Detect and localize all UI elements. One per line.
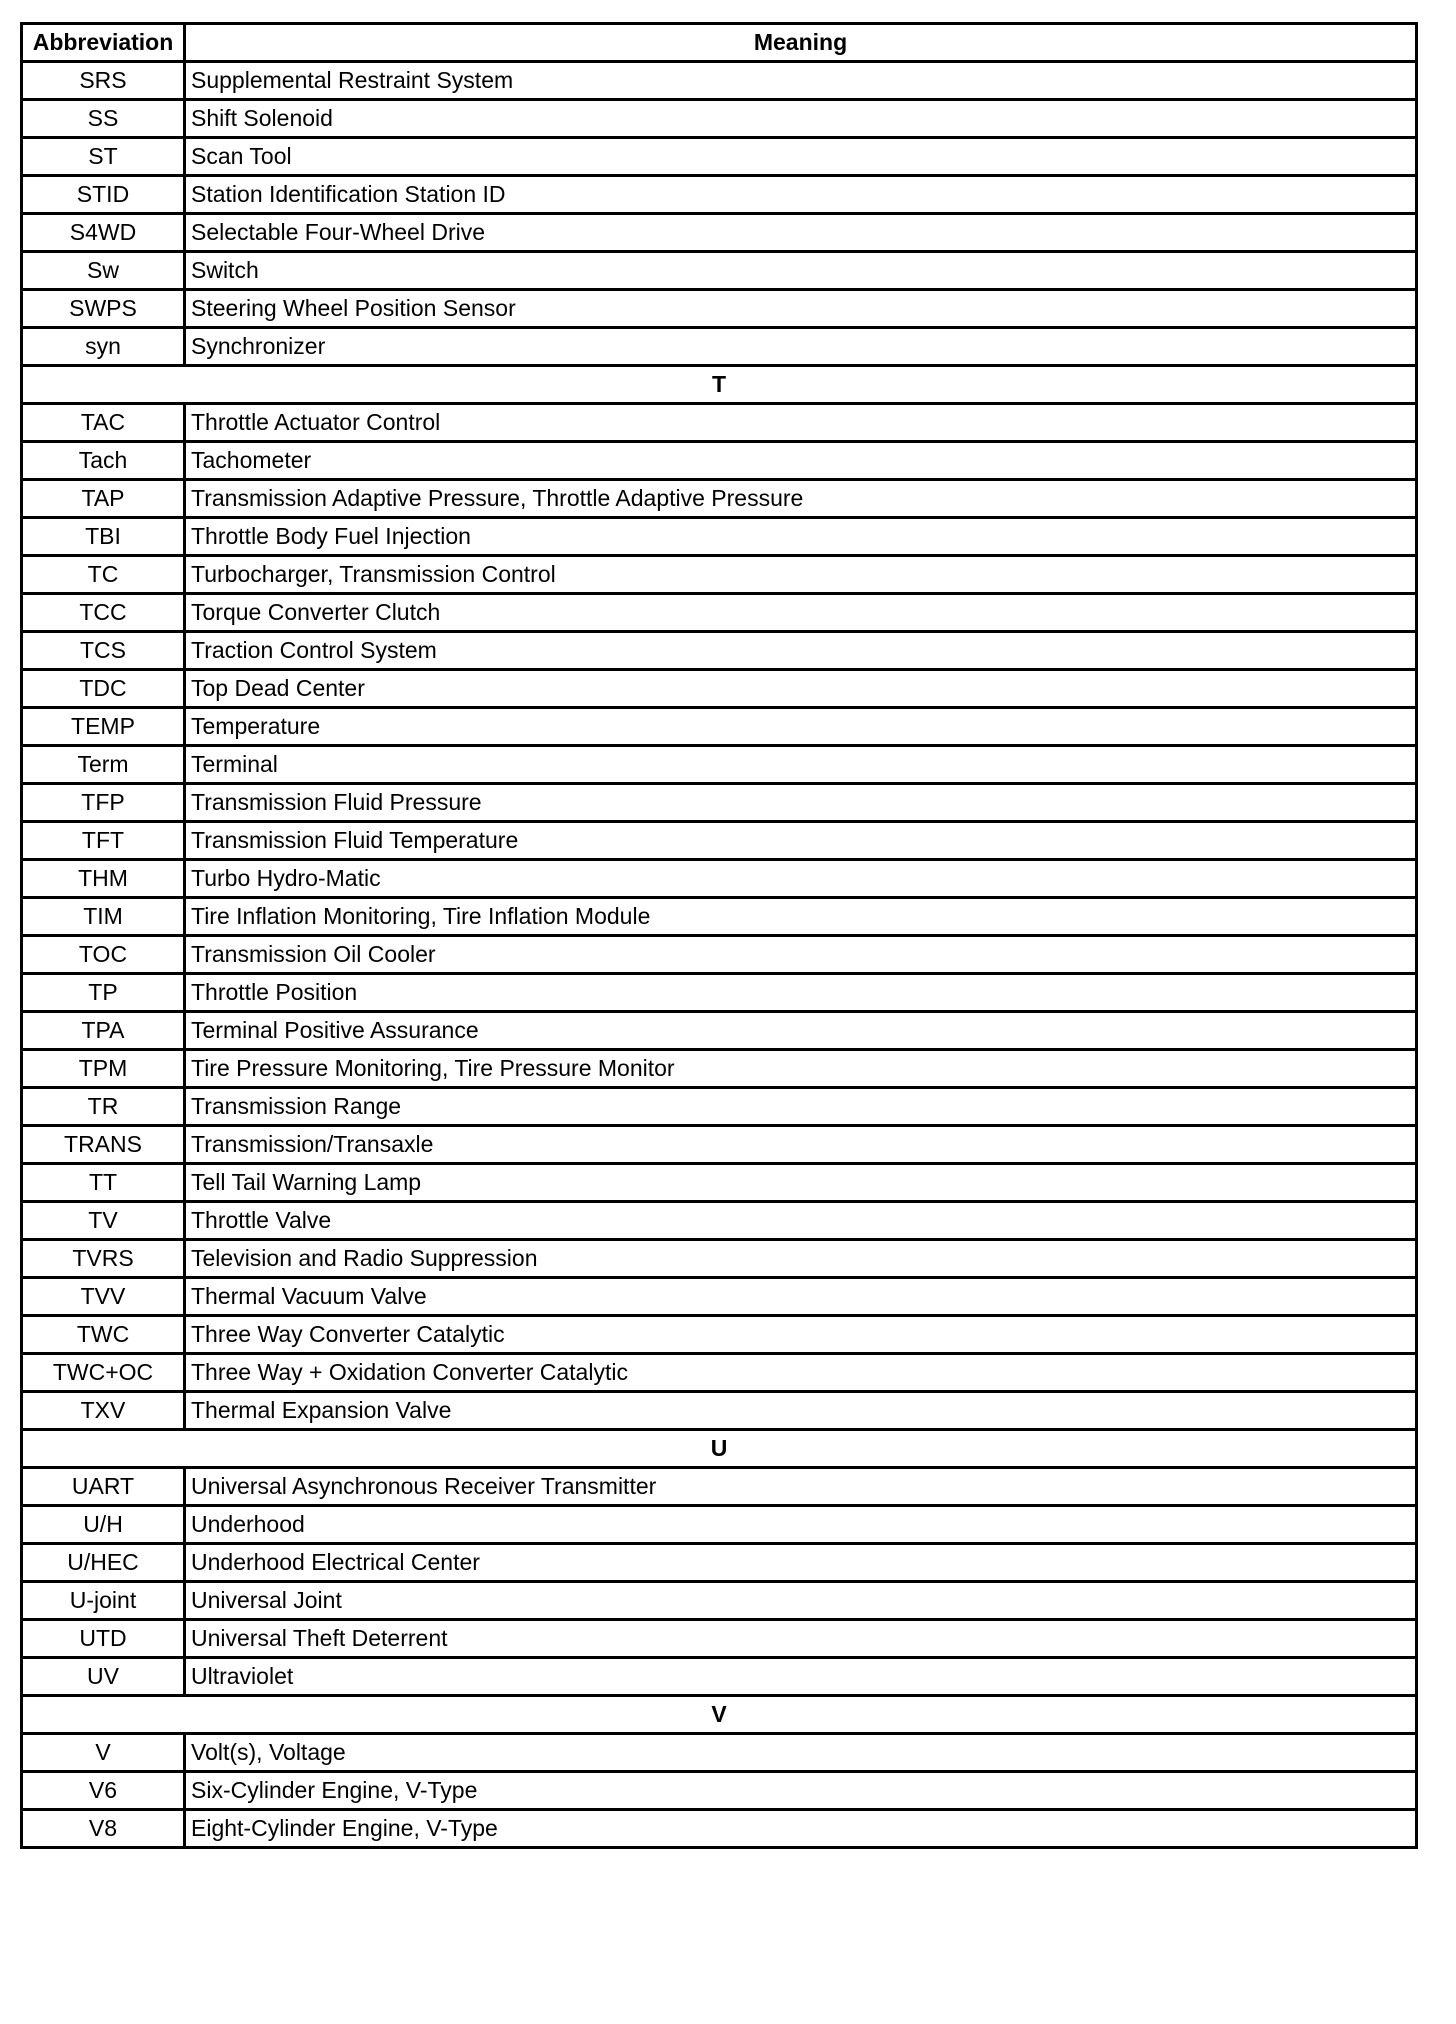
- meaning-cell: Eight-Cylinder Engine, V-Type: [185, 1810, 1417, 1848]
- table-row: [22, 1050, 1417, 1088]
- meaning-cell: Turbocharger, Transmission Control: [185, 556, 1417, 594]
- abbreviation-cell: U/HEC: [22, 1544, 185, 1582]
- table-row: [22, 1620, 1417, 1658]
- abbreviation-cell: TCC: [22, 594, 185, 632]
- abbreviation-cell: TAC: [22, 404, 185, 442]
- table-row: [22, 1582, 1417, 1620]
- abbreviation-cell: TFP: [22, 784, 185, 822]
- abbreviation-cell: TPM: [22, 1050, 185, 1088]
- table-row: [22, 252, 1417, 290]
- table-row: [22, 480, 1417, 518]
- meaning-cell: Temperature: [185, 708, 1417, 746]
- abbreviation-cell: Sw: [22, 252, 185, 290]
- abbreviation-cell: TVV: [22, 1278, 185, 1316]
- meaning-cell: Transmission Adaptive Pressure, Throttle Adaptive Pressure: [185, 480, 1417, 518]
- meaning-cell: Television and Radio Suppression: [185, 1240, 1417, 1278]
- meaning-cell: Scan Tool: [185, 138, 1417, 176]
- table-row: [22, 62, 1417, 100]
- table-row: [22, 746, 1417, 784]
- table-row: [22, 1734, 1417, 1772]
- abbreviation-cell: TR: [22, 1088, 185, 1126]
- meaning-cell: Supplemental Restraint System: [185, 62, 1417, 100]
- abbreviation-cell: Tach: [22, 442, 185, 480]
- abbreviation-cell: UV: [22, 1658, 185, 1696]
- table-row: [22, 138, 1417, 176]
- abbreviation-cell: TP: [22, 974, 185, 1012]
- table-row: [22, 1240, 1417, 1278]
- table-row: [22, 1354, 1417, 1392]
- abbreviation-cell: TPA: [22, 1012, 185, 1050]
- meaning-cell: Switch: [185, 252, 1417, 290]
- table-row: [22, 1810, 1417, 1848]
- abbreviation-cell: TV: [22, 1202, 185, 1240]
- meaning-cell: Transmission Range: [185, 1088, 1417, 1126]
- abbreviation-cell: V8: [22, 1810, 185, 1848]
- table-row: [22, 594, 1417, 632]
- meaning-cell: Three Way Converter Catalytic: [185, 1316, 1417, 1354]
- abbreviation-cell: syn: [22, 328, 185, 366]
- table-row: [22, 404, 1417, 442]
- table-row: [22, 1658, 1417, 1696]
- meaning-cell: Universal Asynchronous Receiver Transmitter: [185, 1468, 1417, 1506]
- table-row: [22, 1202, 1417, 1240]
- abbreviation-cell: TCS: [22, 632, 185, 670]
- abbreviation-cell: TXV: [22, 1392, 185, 1430]
- table-row: [22, 936, 1417, 974]
- abbreviation-cell: UART: [22, 1468, 185, 1506]
- abbreviation-cell: THM: [22, 860, 185, 898]
- table-header-row: [22, 24, 1417, 62]
- abbreviation-cell: TOC: [22, 936, 185, 974]
- meaning-cell: Tire Inflation Monitoring, Tire Inflation Module: [185, 898, 1417, 936]
- meaning-cell: Tire Pressure Monitoring, Tire Pressure Monitor: [185, 1050, 1417, 1088]
- table-row: [22, 1278, 1417, 1316]
- table-body: [22, 62, 1417, 1848]
- meaning-cell: Three Way + Oxidation Converter Catalytic: [185, 1354, 1417, 1392]
- table-row: [22, 556, 1417, 594]
- abbreviation-cell: V: [22, 1734, 185, 1772]
- abbreviation-cell: TEMP: [22, 708, 185, 746]
- abbreviation-cell: Term: [22, 746, 185, 784]
- section-header-row: [22, 1430, 1417, 1468]
- table-row: [22, 1468, 1417, 1506]
- table-row: [22, 632, 1417, 670]
- meaning-cell: Terminal: [185, 746, 1417, 784]
- table-row: [22, 1544, 1417, 1582]
- table-row: [22, 1012, 1417, 1050]
- meaning-cell: Throttle Valve: [185, 1202, 1417, 1240]
- meaning-cell: Thermal Vacuum Valve: [185, 1278, 1417, 1316]
- abbreviation-cell: TVRS: [22, 1240, 185, 1278]
- abbreviation-cell: UTD: [22, 1620, 185, 1658]
- meaning-cell: Ultraviolet: [185, 1658, 1417, 1696]
- section-letter: V: [22, 1696, 1417, 1734]
- table-row: [22, 1126, 1417, 1164]
- abbreviation-column-header: Abbreviation: [22, 24, 185, 62]
- meaning-cell: Throttle Actuator Control: [185, 404, 1417, 442]
- section-header-row: [22, 1696, 1417, 1734]
- table-row: [22, 860, 1417, 898]
- meaning-cell: Synchronizer: [185, 328, 1417, 366]
- table-row: [22, 328, 1417, 366]
- meaning-cell: Shift Solenoid: [185, 100, 1417, 138]
- meaning-cell: Tell Tail Warning Lamp: [185, 1164, 1417, 1202]
- meaning-cell: Transmission Fluid Pressure: [185, 784, 1417, 822]
- meaning-cell: Underhood Electrical Center: [185, 1544, 1417, 1582]
- meaning-cell: Universal Joint: [185, 1582, 1417, 1620]
- table-row: [22, 100, 1417, 138]
- abbreviation-cell: SRS: [22, 62, 185, 100]
- abbreviation-cell: S4WD: [22, 214, 185, 252]
- abbreviation-cell: TIM: [22, 898, 185, 936]
- section-header-row: [22, 366, 1417, 404]
- meaning-cell: Transmission/Transaxle: [185, 1126, 1417, 1164]
- abbreviation-cell: TWC: [22, 1316, 185, 1354]
- meaning-cell: Top Dead Center: [185, 670, 1417, 708]
- abbreviation-cell: U-joint: [22, 1582, 185, 1620]
- meaning-cell: Universal Theft Deterrent: [185, 1620, 1417, 1658]
- meaning-column-header: Meaning: [185, 24, 1417, 62]
- meaning-cell: Steering Wheel Position Sensor: [185, 290, 1417, 328]
- table-row: [22, 1316, 1417, 1354]
- meaning-cell: Thermal Expansion Valve: [185, 1392, 1417, 1430]
- abbreviation-cell: STID: [22, 176, 185, 214]
- table-row: [22, 290, 1417, 328]
- table-row: [22, 176, 1417, 214]
- abbreviation-cell: TRANS: [22, 1126, 185, 1164]
- abbreviation-cell: SWPS: [22, 290, 185, 328]
- meaning-cell: Station Identification Station ID: [185, 176, 1417, 214]
- abbreviation-cell: TT: [22, 1164, 185, 1202]
- abbreviation-cell: TDC: [22, 670, 185, 708]
- abbreviation-cell: V6: [22, 1772, 185, 1810]
- abbreviation-cell: SS: [22, 100, 185, 138]
- table-row: [22, 518, 1417, 556]
- meaning-cell: Transmission Oil Cooler: [185, 936, 1417, 974]
- meaning-cell: Tachometer: [185, 442, 1417, 480]
- table-row: [22, 1506, 1417, 1544]
- meaning-cell: Traction Control System: [185, 632, 1417, 670]
- section-letter: U: [22, 1430, 1417, 1468]
- meaning-cell: Throttle Body Fuel Injection: [185, 518, 1417, 556]
- meaning-cell: Turbo Hydro-Matic: [185, 860, 1417, 898]
- table-row: [22, 1772, 1417, 1810]
- table-row: [22, 214, 1417, 252]
- section-letter: T: [22, 366, 1417, 404]
- abbreviation-cell: TC: [22, 556, 185, 594]
- table-row: [22, 442, 1417, 480]
- meaning-cell: Throttle Position: [185, 974, 1417, 1012]
- table-row: [22, 784, 1417, 822]
- table-row: [22, 898, 1417, 936]
- table-row: [22, 1392, 1417, 1430]
- meaning-cell: Torque Converter Clutch: [185, 594, 1417, 632]
- table-row: [22, 822, 1417, 860]
- table-row: [22, 708, 1417, 746]
- meaning-cell: Transmission Fluid Temperature: [185, 822, 1417, 860]
- abbreviation-cell: TFT: [22, 822, 185, 860]
- abbreviation-cell: TAP: [22, 480, 185, 518]
- table-row: [22, 974, 1417, 1012]
- meaning-cell: Underhood: [185, 1506, 1417, 1544]
- abbreviation-cell: U/H: [22, 1506, 185, 1544]
- abbreviation-cell: TWC+OC: [22, 1354, 185, 1392]
- abbreviation-cell: TBI: [22, 518, 185, 556]
- meaning-cell: Volt(s), Voltage: [185, 1734, 1417, 1772]
- meaning-cell: Terminal Positive Assurance: [185, 1012, 1417, 1050]
- table-row: [22, 670, 1417, 708]
- meaning-cell: Six-Cylinder Engine, V-Type: [185, 1772, 1417, 1810]
- meaning-cell: Selectable Four-Wheel Drive: [185, 214, 1417, 252]
- abbreviation-table: [20, 22, 1418, 1849]
- table-row: [22, 1088, 1417, 1126]
- abbreviation-cell: ST: [22, 138, 185, 176]
- table-row: [22, 1164, 1417, 1202]
